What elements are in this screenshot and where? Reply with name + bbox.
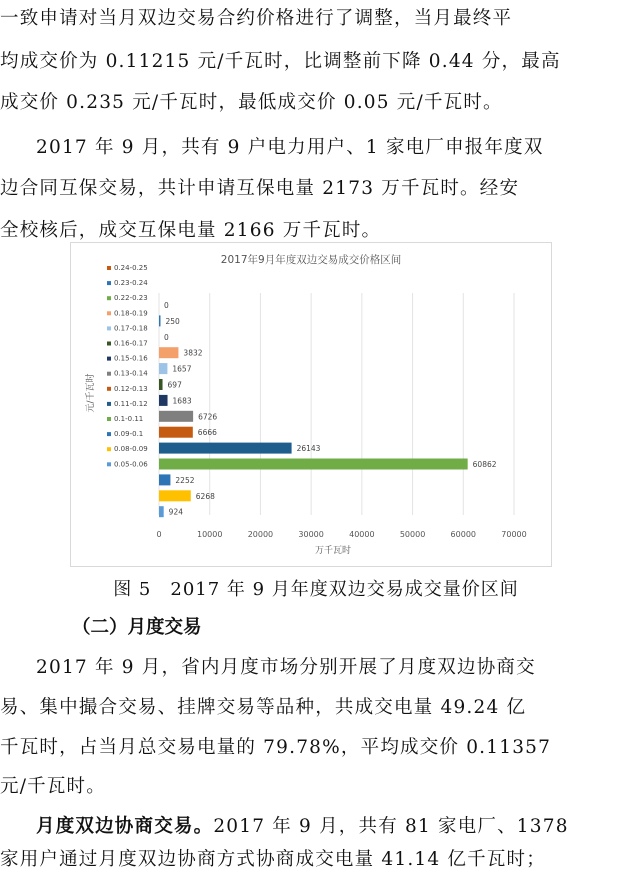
para4-line1 (36, 810, 632, 843)
legend-label: 0.05-0.06 (114, 460, 148, 469)
x-tick-label: 40000 (349, 530, 375, 539)
y-axis-label: 元/千瓦时 (86, 373, 96, 413)
legend-label: 0.23-0.24 (114, 279, 148, 288)
bar-data-label: 0 (164, 301, 169, 310)
bar-data-label: 6726 (198, 412, 218, 422)
legend-swatch (107, 432, 111, 436)
legend-label: 0.24-0.25 (114, 264, 148, 272)
para3-line1: 2017 年 9 月，省内月度市场分别开展了月度双边协商交 (36, 657, 536, 678)
legend-label: 0.09-0.1 (114, 430, 144, 439)
para4-line2: 家用户通过月度双边协商方式协商成交电量 41.14 亿千瓦时； (0, 849, 546, 870)
section-heading: （二）月度交易 (72, 617, 202, 638)
bar-data-label: 2252 (175, 475, 195, 485)
legend-swatch (107, 387, 111, 391)
bar (159, 506, 164, 517)
legend-swatch (107, 296, 111, 300)
bar (159, 459, 468, 470)
bar-data-label: 1683 (172, 396, 192, 406)
legend-swatch (107, 326, 111, 330)
bar-data-label: 26143 (296, 444, 321, 454)
legend-swatch (107, 417, 111, 421)
x-tick-label: 10000 (196, 530, 223, 539)
bar (159, 347, 178, 358)
x-tick-label: 60000 (450, 530, 477, 539)
legend-label: 0.16-0.17 (114, 339, 148, 348)
bar (159, 379, 163, 390)
bar-data-label: 3832 (183, 348, 203, 358)
legend-swatch (107, 357, 111, 361)
legend-label: 0.22-0.23 (114, 294, 148, 303)
legend-label: 0.17-0.18 (114, 324, 148, 333)
para3-line2: 易、集中撮合交易、挂牌交易等品种，共成交电量 49.24 亿 (0, 697, 527, 718)
bar-data-label: 250 (165, 316, 180, 326)
legend-label: 0.18-0.19 (114, 309, 148, 318)
para3-line3: 千瓦时，占当月总交易电量的 79.78%，平均成交价 0.11357 (0, 737, 552, 758)
bar-data-label: 0 (164, 332, 169, 342)
para2-line2: 边合同互保交易，共计申请互保电量 2173 万千瓦时。经安 (0, 178, 520, 199)
bar (159, 315, 161, 326)
bar-data-label: 1657 (172, 364, 192, 374)
x-axis-label: 万千瓦时 (314, 546, 352, 556)
x-tick-label: 20000 (247, 530, 274, 539)
bar (159, 411, 193, 422)
figure-caption: 图 5 2017 年 9 月年度双边交易成交量价区间 (113, 579, 519, 600)
para4-line1-rest: 2017 年 9 月，共有 81 家电厂、1378 (213, 816, 569, 837)
legend-swatch (107, 281, 111, 285)
bar (159, 490, 191, 501)
x-tick-label: 50000 (399, 530, 426, 539)
legend-label: 0.08-0.09 (114, 445, 148, 454)
para2-line1: 2017 年 9 月，共有 9 户电力用户、1 家电厂申报年度双 (36, 137, 544, 158)
bar-chart (71, 243, 551, 566)
bar-data-label: 697 (167, 380, 182, 390)
bar (159, 427, 193, 438)
para1-line3: 成交价 0.235 元/千瓦时，最低成交价 0.05 元/千瓦时。 (0, 92, 503, 113)
para1-line2: 均成交价为 0.11215 元/千瓦时，比调整前下降 0.44 分，最高 (0, 51, 561, 72)
para4-bold-lead: 月度双边协商交易。 (36, 816, 214, 837)
legend-label: 0.12-0.13 (114, 384, 148, 393)
legend-swatch (107, 266, 111, 270)
legend-label: 0.11-0.12 (114, 399, 148, 408)
legend-swatch (107, 342, 111, 346)
bar-data-label: 60862 (472, 460, 497, 469)
x-tick-label: 30000 (298, 530, 324, 539)
legend-label: 0.13-0.14 (114, 369, 148, 378)
bar-data-label: 924 (168, 507, 184, 517)
bar (159, 443, 292, 454)
bar-data-label: 6268 (195, 491, 215, 501)
x-tick-label: 70000 (501, 530, 527, 539)
x-tick-label: 0 (156, 530, 162, 539)
bar (159, 363, 167, 374)
legend-swatch (107, 462, 111, 466)
legend-swatch (107, 311, 111, 315)
para2-line3: 全校核后，成交互保电量 2166 万千瓦时。 (0, 220, 382, 241)
bar (159, 395, 168, 406)
bar (159, 474, 170, 485)
legend-swatch (107, 447, 111, 451)
para1-line1: 一致申请对当月双边交易合约价格进行了调整，当月最终平 (0, 8, 513, 29)
legend-label: 0.15-0.16 (114, 354, 148, 363)
chart-figure (70, 242, 552, 567)
chart-title: 2017年9月年度双边交易成交价格区间 (220, 254, 402, 266)
legend-swatch (107, 402, 111, 406)
para3-line4: 元/千瓦时。 (0, 776, 106, 797)
bar-data-label: 6666 (197, 428, 217, 438)
legend-label: 0.1-0.11 (114, 415, 144, 423)
legend-swatch (107, 372, 111, 376)
